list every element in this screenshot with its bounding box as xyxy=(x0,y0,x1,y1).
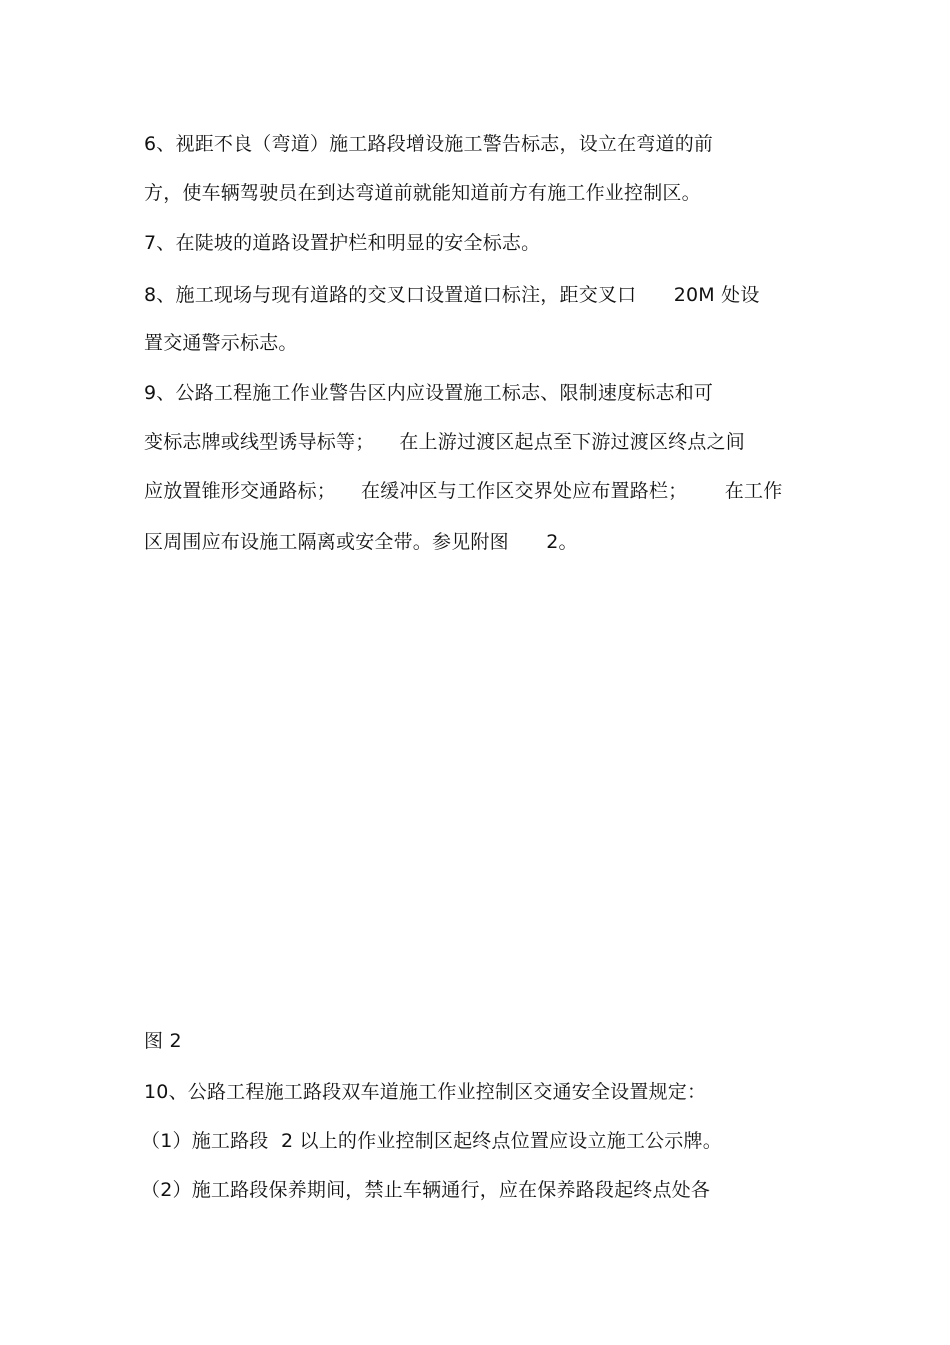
paragraph-line: 变标志牌或线型诱导标等； 在上游过渡区起点至下游过渡区终点之间 xyxy=(144,431,745,453)
paragraph-line: 应放置锥形交通路标； 在缓冲区与工作区交界处应布置路栏； 在工作 xyxy=(144,480,783,502)
paragraph-line: 8、施工现场与现有道路的交叉口设置道口标注，距交叉口 20M 处设 xyxy=(144,284,760,306)
figure-caption: 图 2 xyxy=(144,1030,182,1052)
paragraph-line: 区周围应布设施工隔离或安全带。参见附图 2。 xyxy=(144,531,578,553)
paragraph-line: 7、在陡坡的道路设置护栏和明显的安全标志。 xyxy=(144,232,541,254)
paragraph-line: 方，使车辆驾驶员在到达弯道前就能知道前方有施工作业控制区。 xyxy=(144,182,701,204)
paragraph-line: 置交通警示标志。 xyxy=(144,332,298,354)
paragraph-line: （1）施工路段 2 以上的作业控制区起终点位置应设立施工公示牌。 xyxy=(141,1130,722,1152)
paragraph-line: 9、公路工程施工作业警告区内应设置施工标志、限制速度标志和可 xyxy=(144,382,714,404)
paragraph-line: 6、视距不良（弯道）施工路段增设施工警告标志，设立在弯道的前 xyxy=(144,133,714,155)
paragraph-line: （2）施工路段保养期间，禁止车辆通行，应在保养路段起终点处各 xyxy=(141,1179,711,1201)
paragraph-line: 10、公路工程施工路段双车道施工作业控制区交通安全设置规定： xyxy=(144,1081,707,1103)
figure-placeholder xyxy=(144,580,804,1010)
